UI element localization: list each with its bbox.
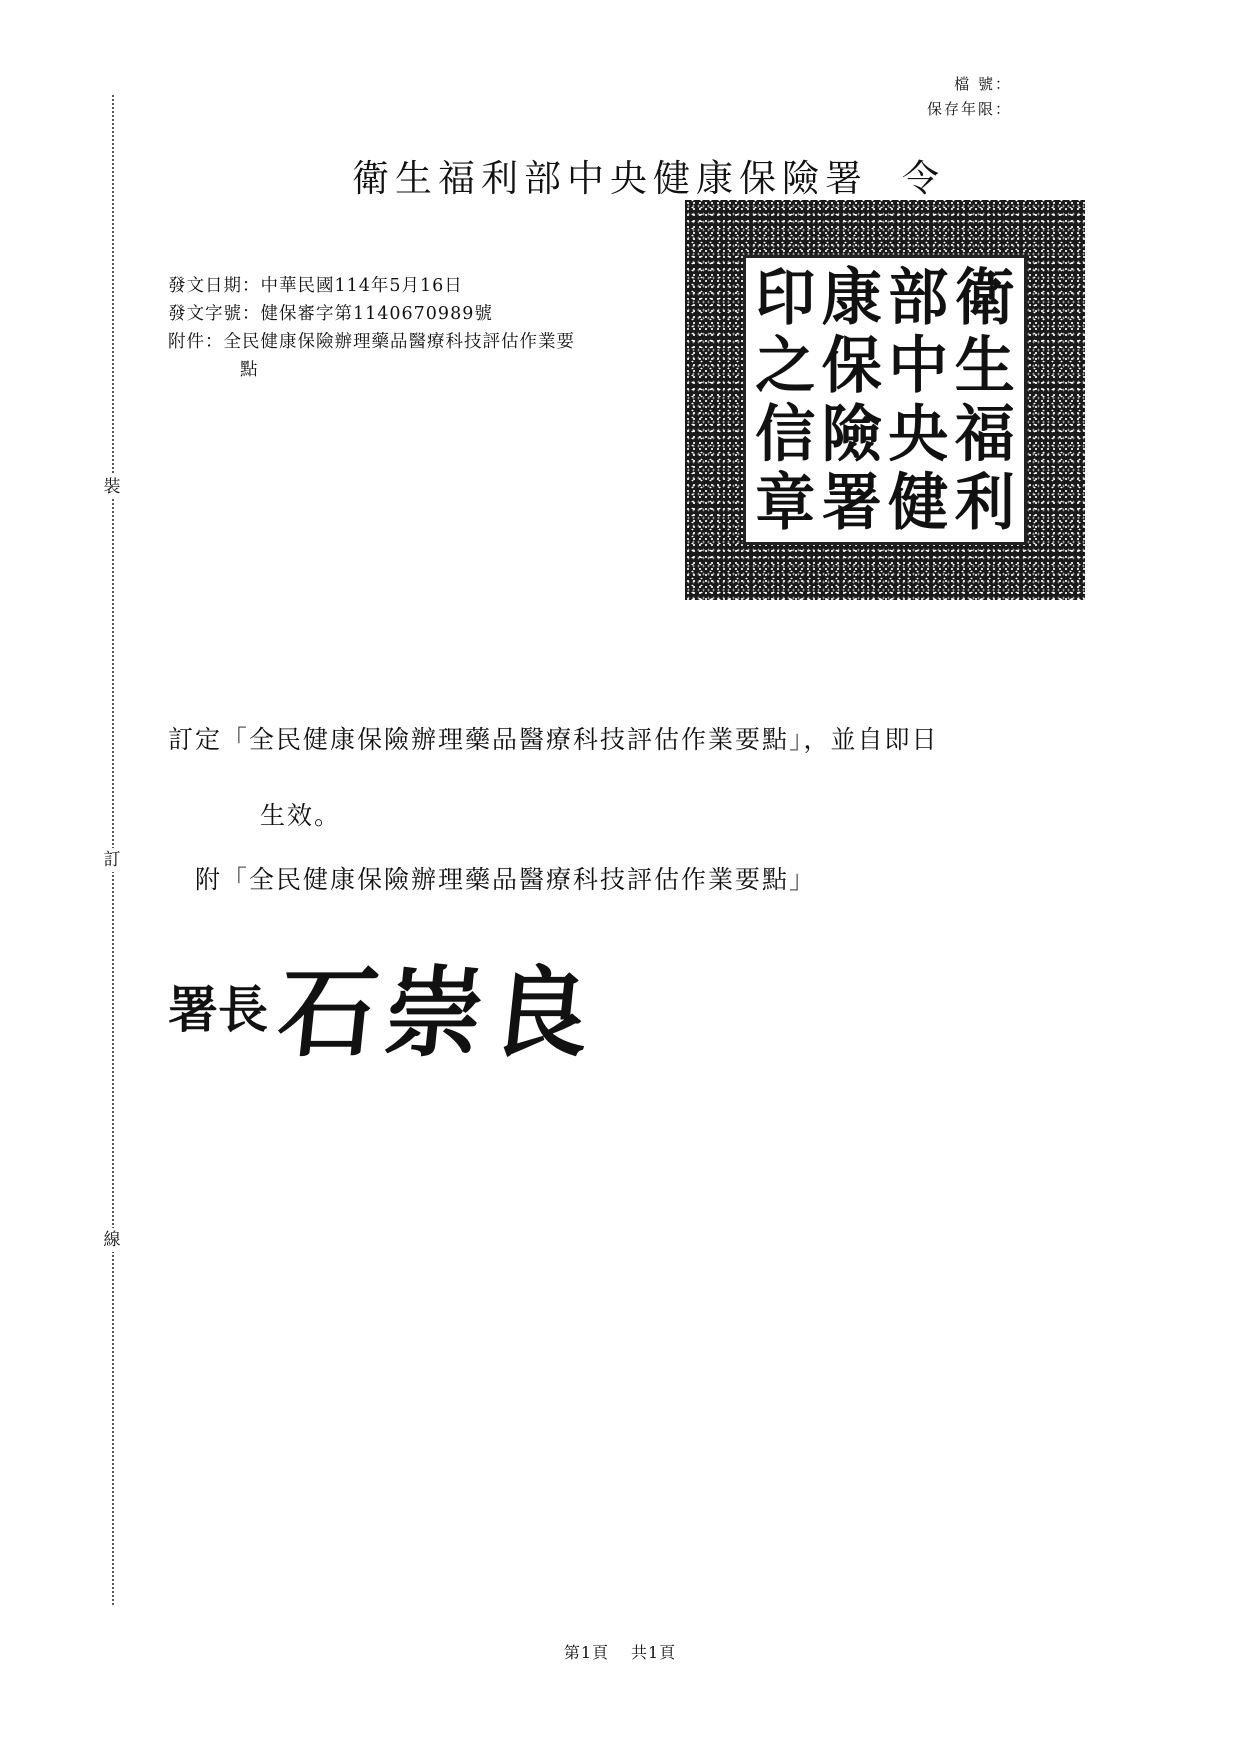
seal-char: 保 <box>821 330 882 402</box>
seal-char: 衛 <box>954 261 1015 334</box>
seal-char: 福 <box>954 398 1015 470</box>
retention-label: 保存年限： <box>926 100 1012 118</box>
official-seal <box>685 200 1085 600</box>
document-title <box>352 148 945 202</box>
file-number-label: 檔 號： <box>954 75 1012 93</box>
binding-mark-xian: 線 <box>100 1228 124 1252</box>
attachment-note: 附「全民健康保險辦理藥品醫療科技評估作業要點」 <box>195 865 817 894</box>
seal-char: 之 <box>755 330 816 402</box>
seal-char: 中 <box>888 330 949 402</box>
reference-number: 發文字號：健保審字第1140670989號 <box>168 304 493 324</box>
seal-inner-frame <box>743 255 1027 545</box>
attachment-line: 附件：全民健康保險辦理藥品醫療科技評估作業要 <box>168 332 575 352</box>
seal-char: 生 <box>954 330 1015 402</box>
doc-type: 令 <box>902 157 945 200</box>
issuance-info <box>168 272 575 384</box>
body-line-2: 生效。 <box>260 801 342 830</box>
page-footer <box>0 1640 1240 1663</box>
order-body <box>168 725 1108 831</box>
seal-char: 健 <box>888 466 949 539</box>
signatory-name: 石崇良 <box>273 956 604 1071</box>
seal-char: 署 <box>821 466 882 539</box>
seal-char: 部 <box>888 261 949 334</box>
binding-mark-zhuang: 裝 <box>100 475 124 499</box>
binding-mark-ding: 訂 <box>100 848 124 872</box>
seal-column-4 <box>755 261 816 539</box>
page-total: 共1頁 <box>631 1643 677 1662</box>
issue-date: 發文日期：中華民國114年5月16日 <box>168 276 463 296</box>
seal-char: 康 <box>821 261 882 334</box>
signature <box>168 935 604 1076</box>
seal-char: 印 <box>755 261 816 334</box>
attachment-line-continued: 點 <box>240 360 259 380</box>
seal-char: 央 <box>888 398 949 470</box>
page-number: 第1頁 <box>563 1643 609 1662</box>
seal-char: 利 <box>954 466 1015 539</box>
agency-name: 衛生福利部中央健康保險署 <box>352 157 868 200</box>
seal-column-2 <box>888 261 949 539</box>
seal-column-3 <box>821 261 882 539</box>
seal-column-1 <box>954 261 1015 539</box>
seal-char: 信 <box>755 398 816 470</box>
archive-info <box>892 72 1012 122</box>
seal-char: 章 <box>755 466 816 539</box>
signatory-title: 署長 <box>168 979 268 1039</box>
seal-char: 險 <box>821 398 882 470</box>
body-line-1: 訂定「全民健康保險辦理藥品醫療科技評估作業要點」，並自即日 <box>168 725 939 754</box>
